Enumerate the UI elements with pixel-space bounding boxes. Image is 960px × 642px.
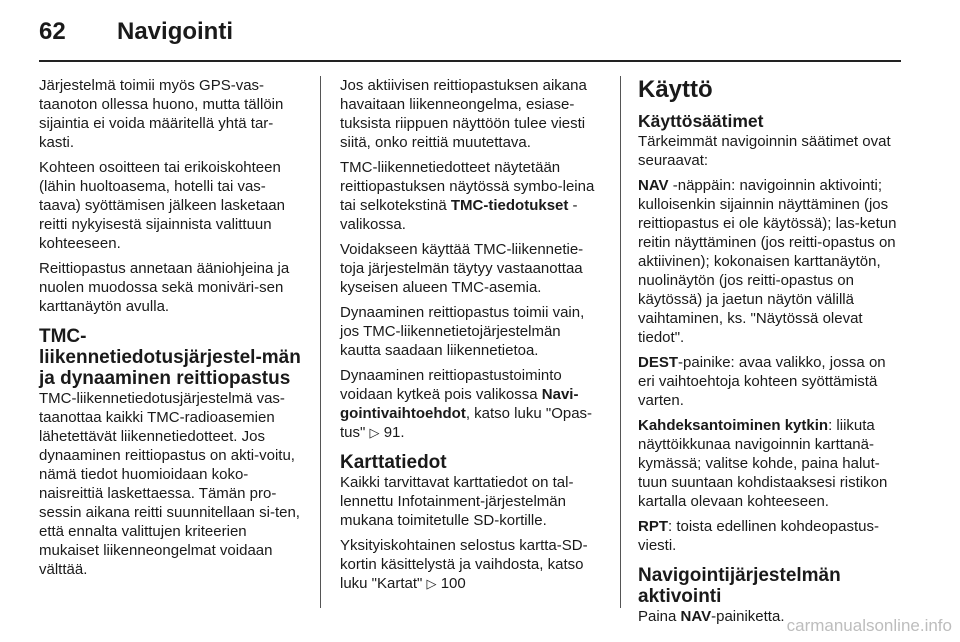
text: Dynaaminen reittiopastustoiminto voidaan kytkeä pois valikossa	[340, 367, 562, 403]
paragraph: Reittiopastus annetaan ääniohjeina ja nuolen muodossa sekä moniväri-sen karttanäytön avulla.	[39, 260, 290, 315]
subsection-heading: Käyttösäätimet	[638, 111, 764, 131]
section-heading: Navigointijärjestelmän aktivointi	[638, 565, 841, 607]
text: TMC-liikennetiedotteet näytetään reittiopastuksen näytössä symbo-leina tai selkotekstinä	[340, 159, 595, 214]
control-name: NAV	[638, 177, 669, 194]
column-rule-2	[620, 76, 621, 608]
page-number: 62	[39, 18, 66, 45]
section-heading: TMC-liikennetiedotusjärjestel-män ja dynaaminen reittiopastus	[39, 326, 301, 389]
column-1	[39, 76, 301, 585]
menu-name: Navi-gointivaihtoehdot	[340, 386, 579, 422]
arrow-icon: ▷	[369, 425, 380, 440]
paragraph: Tärkeimmät navigoinnin säätimet ovat seuraavat:	[638, 133, 891, 169]
paragraph: TMC-liikennetiedotusjärjestelmä vas-taanottaa kaikki TMC-radioasemien lähetettävät liikennetiedotteet. Jos dynaaminen reittiopastus on akti-voitu, nämä tiedot huomioidaan koko-naisreittiä laskettaessa. Tämän pro-sessin aikana reitti suunnitellaan si-ten, että ennalta valittujen kriteerien mukaiset liikenneongelmat voidaan välttää.	[39, 390, 300, 578]
paragraph	[340, 158, 602, 234]
text: : toista edellinen kohdeopastus-viesti.	[638, 518, 879, 554]
control-name: NAV	[680, 608, 712, 625]
text: -painike: avaa valikko, jossa on eri vaihtoehtoja kohteen syöttämistä varten.	[638, 354, 886, 409]
control-name: Kahdeksantoiminen kytkin	[638, 417, 829, 434]
text: , katso luku "Opas-tus"	[340, 405, 593, 441]
section-heading: Karttatiedot	[340, 452, 447, 473]
arrow-icon: ▷	[426, 576, 437, 591]
paragraph	[638, 176, 906, 347]
paragraph	[340, 366, 602, 442]
text: -painiketta.	[711, 608, 785, 625]
column-rule-1	[320, 76, 321, 608]
page-reference: 100	[440, 575, 466, 592]
paragraph: Järjestelmä toimii myös GPS-vas-taanoton ollessa huono, mutta tällöin sijaintia ei voida määritellä yhtä tar-kasti.	[39, 77, 284, 151]
text: -näppäin: navigoinnin aktivointi; kulloisenkin sijainnin näyttäminen (jos reittiopastus ei ole käytössä); las-ketun reitin näyttäminen (jos reitti-opastus on aktiivinen); kokonaisen karttanäytön, nuolinäytön (jos reitti-opastus on käytössä) ja jaetun näytön välillä vaihtaminen, ks. "Näytössä olevat tiedot".	[638, 177, 897, 346]
control-name: RPT	[638, 518, 668, 535]
paragraph	[638, 517, 906, 555]
column-2	[340, 76, 602, 599]
paragraph	[638, 416, 906, 511]
paragraph: Dynaaminen reittiopastus toimii vain, jos TMC-liikennetietojärjestelmän kautta saadaan liikennetietoa.	[340, 304, 585, 359]
menu-name: TMC-tiedotukset	[450, 197, 569, 214]
paragraph: Kaikki tarvittavat karttatiedot on tal-lennettu Infotainment-järjestelmän mukana toimitetulle SD-kortille.	[340, 474, 574, 529]
paragraph	[340, 536, 602, 593]
header-rule	[39, 60, 901, 62]
watermark: carmanualsonline.info	[786, 616, 952, 635]
column-3	[638, 76, 906, 632]
paragraph: Jos aktiivisen reittiopastuksen aikana havaitaan liikenneongelma, esiase-tuksista riippuen näyttöön tulee viesti siitä, onko reittiä muutettava.	[340, 77, 587, 151]
text: Paina	[638, 608, 681, 625]
section-title: Navigointi	[117, 18, 234, 45]
control-name: DEST	[638, 354, 679, 371]
text: -valikossa.	[340, 197, 578, 233]
chapter-heading: Käyttö	[638, 76, 713, 103]
paragraph: Voidakseen käyttää TMC-liikennetie-toja järjestelmän täytyy vastaanottaa kyseisen alueen TMC-asemia.	[340, 241, 584, 296]
paragraph	[638, 353, 906, 410]
paragraph: Kohteen osoitteen tai erikoiskohteen (lähin huoltoasema, hotelli tai vas-taava) syöttämisen jälkeen lasketaan reitti nykyisestä sijainnista valittuun kohteeseen.	[39, 159, 285, 252]
page-reference: 91.	[383, 424, 405, 441]
text: Yksityiskohtainen selostus kartta-SD-kortin käsittelystä ja vaihdosta, katso luku "Kartat"	[340, 537, 588, 592]
text: : liikuta näyttöikkunaa navigoinnin karttanä-kymässä; valitse kohde, paina halut-tuun suuntaan kohdistaaksesi ristikon kartalla olevaan kohteeseen.	[638, 417, 888, 510]
